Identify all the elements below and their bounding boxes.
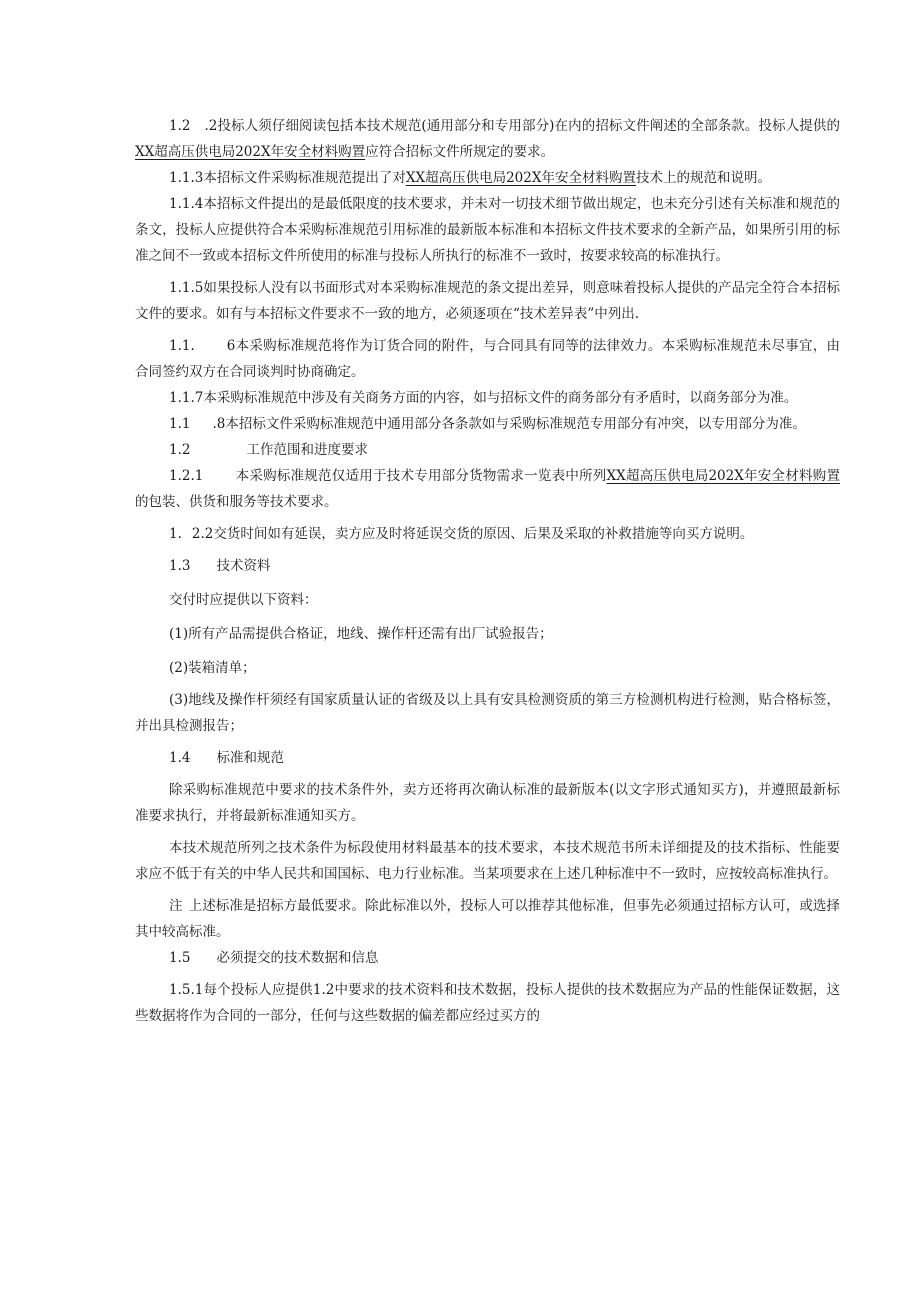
section-title: 工作范围和进度要求: [246, 442, 368, 458]
paragraph-text: 投标人须仔细阅读包括本技术规范(通用部分和专用部分)在内的招标文件阐述的全部条款。投标人提供的: [217, 118, 840, 134]
paragraph-text: 技术上的规范和说明。: [635, 170, 771, 186]
project-name-link: XX超高压供电局202X年安全材料购置: [606, 468, 840, 484]
paragraph-1-1-8: [135, 411, 840, 437]
project-name-link: XX超高压供电局202X年安全材料购置: [405, 170, 636, 186]
section-heading-1-3: [135, 553, 840, 579]
section-heading-1-2: [135, 437, 840, 463]
list-item-2: (2)装箱清单；: [169, 660, 256, 676]
paragraph-text: 的包装、供货和服务等技术要求。: [135, 494, 338, 510]
section-number: 1.4: [169, 750, 191, 766]
section-title: 标准和规范: [216, 750, 284, 766]
paragraph-1-5-1: 1.5.1每个投标人应提供1.2中要求的技术资料和技术数据，投标人提供的技术数据应为产品的性能保证数据，这些数据将作为合同的一部分，任何与这些数据的偏差都应经过买方的: [135, 982, 840, 1024]
paragraph-1-1-6: [135, 333, 840, 385]
paragraph-text: 应符合招标文件所规定的要求。: [365, 144, 555, 160]
paragraph-1-1-2: [135, 113, 840, 165]
paragraph-text: 6本采购标准规范将作为订货合同的附件，与合同具有同等的法律效力。本采购标准规范未尽事宜，由合同签约双方在合同谈判时协商确定。: [135, 338, 840, 380]
note-label: 注: [169, 898, 183, 914]
list-item-1: (1)所有产品需提供合格证，地线、操作杆还需有出厂试验报告；: [169, 626, 553, 642]
clause-number: 1.2: [169, 118, 191, 134]
paragraph-1-1-4: 1.1.4本招标文件提出的是最低限度的技术要求，并未对一切技术细节做出规定，也未充分引述有关标准和规范的条文，投标人应提供符合本采购标准规范引用标准的最新版本标准和本招标文件技术要求的全新产品，如果所引用的标准之间不一致或本招标文件所使用的标准与投标人所执行的标准不一致时，按要求较高的标准执行。: [135, 196, 840, 264]
paragraph-deliverables-intro: 交付时应提供以下资料：: [169, 592, 318, 608]
clause-number: 1.: [169, 526, 182, 542]
paragraph-text: 上述标准是招标方最低要求。除此标准以外，投标人可以推荐其他标准，但事先必须通过招标方认可，或选择其中较高标准。: [135, 898, 841, 940]
section-title: 技术资料: [216, 558, 271, 574]
paragraph-text: 本采购标准规范仅适用于技术专用部分货物需求一览表中所列: [235, 468, 607, 484]
paragraph-1-1-5: 1.1.5如果投标人没有以书面形式对本采购标准规范的条文提出差异，则意味着投标人提供的产品完全符合本招标文件的要求。如有与本招标文件要求不一致的地方，必须逐项在“技术差异表”中列出.: [135, 280, 840, 322]
paragraph-text: .8本招标文件采购标准规范中通用部分各条款如与采购标准规范专用部分有冲突，以专用部分为准。: [212, 416, 806, 432]
paragraph-1-2-1: [135, 463, 840, 515]
paragraph-standards-version: 除采购标准规范中要求的技术条件外，卖方还将再次确认标准的最新版本(以文字形式通知买方)，并遵照最新标准要求执行，并将最新标准通知买方。: [135, 782, 840, 824]
section-number: 1.5: [169, 950, 191, 966]
project-name-link: XX超高压供电局202X年安全材料购置: [135, 144, 366, 160]
paragraph-1-1-3: [135, 165, 840, 191]
clause-number: 1.1: [169, 416, 191, 432]
clause-number: 1.1.: [169, 338, 195, 354]
paragraph-1-2-2: [135, 521, 840, 547]
section-title: 必须提交的技术数据和信息: [216, 950, 379, 966]
document-body: [135, 113, 840, 1029]
clause-number: 1.2.1: [169, 468, 204, 484]
section-number: 1.3: [169, 558, 191, 574]
paragraph-text: 2.2交货时间如有延误，卖方应及时将延误交货的原因、后果及采取的补救措施等向买方说明。: [191, 526, 754, 542]
section-heading-1-5: [135, 945, 840, 971]
section-number: 1.2: [169, 442, 191, 458]
paragraph-note: [135, 893, 840, 945]
paragraph-text: 1.1.3本招标文件采购标准规范提出了对: [169, 170, 406, 186]
section-heading-1-4: [135, 745, 840, 771]
list-item-3: (3)地线及操作杆须经有国家质量认证的省级及以上具有安具检测资质的第三方检测机构进行检测，贴合格标签，并出具检测报告；: [135, 692, 840, 734]
paragraph-1-1-7: 1.1.7本采购标准规范中涉及有关商务方面的内容，如与招标文件的商务部分有矛盾时，以商务部分为准。: [169, 390, 798, 406]
clause-number-suffix: .2: [204, 118, 218, 134]
paragraph-standards-minimum: 本技术规范所列之技术条件为标段使用材料最基本的技术要求，本技术规范书所未详细提及的技术指标、性能要求应不低于有关的中华人民共和国国标、电力行业标准。当某项要求在上述几种标准中不一致时，应按较高标准执行。: [135, 840, 840, 882]
